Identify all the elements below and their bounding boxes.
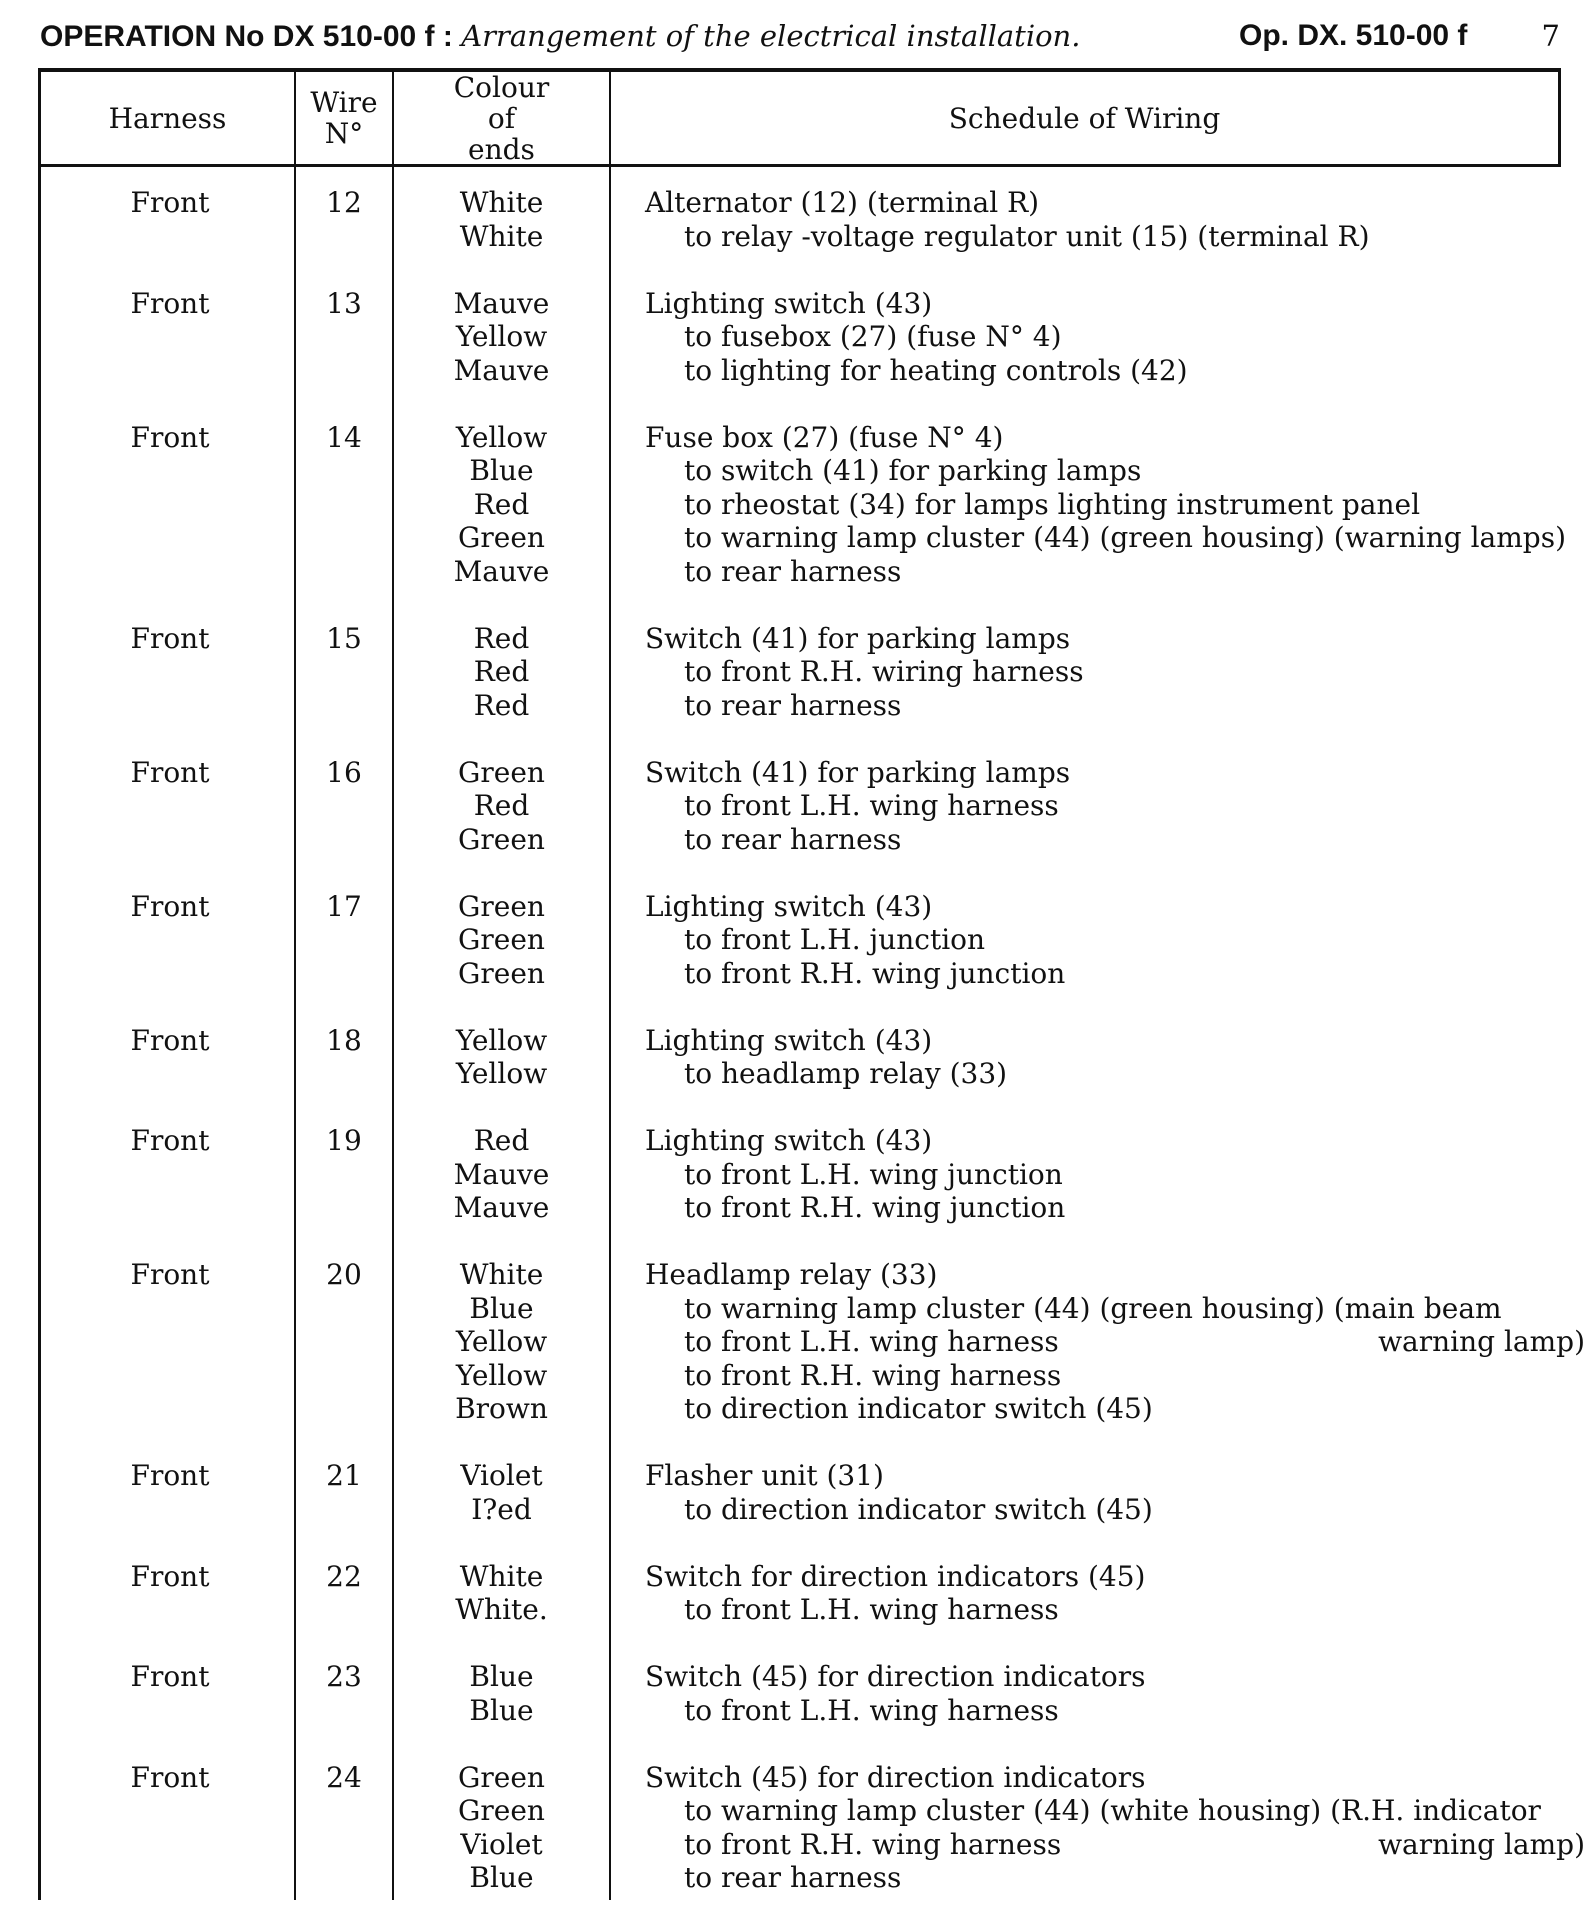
wire-number-cell: 22: [326, 1559, 362, 1593]
harness-cell: Front: [130, 1023, 210, 1057]
schedule-text: to front R.H. wing harness: [684, 1827, 1062, 1861]
table-row: [41, 1258, 1585, 1426]
schedule-text: Lighting switch (43): [645, 286, 933, 320]
table-row: [41, 622, 1561, 723]
schedule-text: to relay -voltage regulator unit (15) (terminal R): [684, 219, 1370, 253]
wire-number-cell: 18: [326, 1023, 362, 1057]
harness-cell: Front: [130, 1760, 210, 1794]
harness-cell: Front: [130, 186, 210, 219]
wire-number-cell: 23: [326, 1660, 362, 1693]
harness-cell: Front: [130, 1660, 210, 1693]
harness-cell: Front: [130, 755, 210, 789]
schedule-text: to warning lamp cluster (44) (white housing) (R.H. indicator: [684, 1794, 1541, 1827]
schedule-text: to rear harness: [684, 688, 902, 722]
wire-number-cell: 15: [326, 621, 362, 655]
schedule-source: [645, 1660, 1585, 1694]
colour-cell: [394, 421, 609, 589]
colour-of-end: White: [459, 219, 544, 253]
schedule-text: to front L.H. wing harness: [684, 1693, 1059, 1727]
colour-cell: [394, 1761, 609, 1895]
schedule-destination: [645, 521, 1585, 555]
schedule-text: Switch (41) for parking lamps: [645, 755, 1071, 789]
schedule-cell: [645, 1258, 1585, 1426]
colour-of-end: Green: [458, 755, 545, 789]
table-right-border: [1558, 68, 1561, 167]
column-header-schedule-label: Schedule of Wiring: [948, 101, 1221, 135]
colour-of-end: Blue: [469, 454, 534, 487]
wire-number-cell: 17: [326, 889, 362, 923]
column-header-colour: [394, 72, 609, 164]
colour-of-end: Blue: [469, 1291, 534, 1325]
schedule-text: to rheostat (34) for lamps lighting instrument panel: [684, 487, 1421, 521]
schedule-destination: [645, 320, 1585, 354]
colour-of-end: Green: [458, 1794, 545, 1827]
schedule-destination: [645, 1593, 1585, 1627]
operation-subtitle: Arrangement of the electrical installation.: [461, 19, 1081, 53]
harness-cell: Front: [130, 1459, 210, 1492]
colour-cell: [394, 756, 609, 857]
colour-cell: [394, 1459, 609, 1526]
colour-of-end: Green: [458, 889, 545, 923]
schedule-text: to headlamp relay (33): [684, 1057, 1008, 1090]
schedule-destination: [645, 488, 1585, 522]
colour-of-end: Red: [473, 1124, 530, 1157]
schedule-cell: [645, 1560, 1585, 1627]
schedule-text: to direction indicator switch (45): [684, 1492, 1153, 1526]
colour-of-end: Yellow: [455, 420, 548, 454]
schedule-destination: [645, 354, 1585, 388]
table-row: [41, 287, 1561, 388]
harness-cell: Front: [130, 1258, 210, 1291]
schedule-text: to front R.H. wing junction: [684, 956, 1066, 990]
colour-of-end: Blue: [469, 1693, 534, 1727]
colour-of-end: White.: [455, 1593, 548, 1626]
schedule-text: to fusebox (27) (fuse N° 4): [684, 320, 1062, 353]
table-row: [41, 420, 1567, 589]
schedule-destination: [645, 220, 1585, 254]
table-row: [41, 1459, 1561, 1526]
colour-of-end: Red: [473, 621, 530, 655]
table-header-rule: [40, 164, 1560, 167]
colour-cell: [394, 1024, 609, 1091]
schedule-cell: [645, 1660, 1585, 1727]
column-header-schedule: [611, 72, 1558, 164]
schedule-text: to warning lamp cluster (44) (green housing) (main beam: [684, 1291, 1502, 1325]
schedule-text: to rear harness: [684, 554, 902, 588]
harness-cell: Front: [130, 1559, 210, 1593]
colour-of-end: White: [459, 186, 544, 219]
schedule-text: Lighting switch (43): [645, 1023, 933, 1057]
column-header-wire-line2: N°: [324, 117, 364, 150]
schedule-destination: [645, 1191, 1585, 1225]
wire-number-cell: 12: [326, 186, 362, 219]
schedule-destination: [645, 1493, 1585, 1527]
schedule-source: [645, 1459, 1585, 1493]
schedule-text: to rear harness: [684, 822, 902, 856]
schedule-cell: [645, 1459, 1585, 1526]
harness-cell: Front: [130, 621, 210, 655]
page-number: 7: [1541, 19, 1560, 53]
wire-number-cell: 13: [326, 286, 362, 320]
colour-cell: [394, 622, 609, 723]
schedule-cell: [645, 1024, 1585, 1091]
colour-cell: [394, 1660, 609, 1727]
wire-number-cell: 24: [326, 1760, 362, 1794]
colour-of-end: Brown: [455, 1392, 548, 1425]
schedule-text: Lighting switch (43): [645, 889, 933, 923]
schedule-text: to switch (41) for parking lamps: [684, 454, 1142, 487]
column-header-colour-line1: Colour: [453, 70, 550, 104]
column-header-harness: [41, 72, 294, 164]
schedule-source: [645, 1560, 1585, 1594]
operation-number: OPERATION No DX 510-00 f :: [40, 20, 453, 53]
schedule-destination: [645, 923, 1585, 957]
colour-of-end: Yellow: [455, 320, 548, 353]
wire-number-cell: 16: [326, 755, 362, 789]
schedule-destination: [645, 689, 1585, 723]
colour-of-end: I?ed: [471, 1492, 532, 1526]
colour-of-end: Blue: [469, 1660, 534, 1693]
table-row: [41, 890, 1561, 991]
schedule-destination: [645, 1292, 1585, 1326]
schedule-source: [645, 756, 1585, 790]
colour-of-end: Violet: [460, 1827, 543, 1861]
colour-of-end: Yellow: [455, 1023, 548, 1057]
wire-number-cell: 21: [326, 1459, 362, 1492]
table-row: [41, 1124, 1561, 1225]
table-row: [41, 1024, 1561, 1091]
schedule-destination: [645, 1057, 1585, 1091]
schedule-source: [645, 287, 1585, 321]
schedule-source: [645, 186, 1585, 220]
table-row: [41, 186, 1561, 253]
colour-of-end: Mauve: [453, 353, 550, 387]
schedule-text: to front L.H. wing junction: [684, 1157, 1063, 1191]
schedule-destination: [645, 1794, 1585, 1828]
schedule-source: [645, 1258, 1585, 1292]
colour-of-end: Yellow: [455, 1358, 548, 1392]
schedule-destination: [645, 1325, 1585, 1359]
schedule-destination: [645, 1359, 1585, 1393]
schedule-text: Switch (45) for direction indicators: [645, 1660, 1146, 1693]
colour-of-end: Yellow: [455, 1325, 548, 1358]
schedule-source: [645, 1761, 1585, 1795]
colour-cell: [394, 287, 609, 388]
schedule-text: Switch (45) for direction indicators: [645, 1760, 1146, 1794]
schedule-text: Switch (41) for parking lamps: [645, 621, 1071, 655]
harness-cell: Front: [130, 889, 210, 923]
colour-of-end: Mauve: [453, 554, 550, 588]
schedule-destination: [645, 1158, 1585, 1192]
schedule-destination: [645, 454, 1585, 488]
colour-of-end: Green: [458, 923, 545, 956]
schedule-cell: [645, 421, 1585, 589]
schedule-destination: [645, 789, 1585, 823]
colour-of-end: White: [459, 1258, 544, 1291]
colour-of-end: White: [459, 1559, 544, 1593]
colour-of-end: Green: [458, 956, 545, 990]
column-header-wire-line1: Wire: [310, 86, 378, 119]
colour-of-end: Green: [458, 521, 545, 554]
schedule-cell: [645, 287, 1585, 388]
schedule-text: Switch for direction indicators (45): [645, 1559, 1146, 1593]
schedule-cell: [645, 622, 1585, 723]
schedule-cell: [645, 1124, 1585, 1225]
colour-of-end: Mauve: [453, 286, 550, 320]
colour-cell: [394, 1124, 609, 1225]
schedule-source: [645, 421, 1585, 455]
table-row: [41, 1560, 1561, 1627]
schedule-text: to direction indicator switch (45): [684, 1392, 1153, 1425]
wire-number-cell: 19: [326, 1124, 362, 1157]
schedule-destination: [645, 1694, 1585, 1728]
schedule-text: to warning lamp cluster (44) (green housing) (warning lamps): [684, 521, 1567, 554]
colour-of-end: Green: [458, 822, 545, 856]
colour-of-end: Red: [473, 789, 530, 822]
column-header-wire: [296, 72, 392, 164]
colour-of-end: Blue: [469, 1861, 534, 1894]
schedule-cell: [645, 1761, 1585, 1895]
schedule-text: Alternator (12) (terminal R): [645, 186, 1040, 219]
schedule-text: Lighting switch (43): [645, 1124, 933, 1157]
schedule-source: [645, 1124, 1585, 1158]
wire-number-cell: 14: [326, 420, 362, 454]
schedule-text: Fuse box (27) (fuse N° 4): [645, 420, 1004, 454]
table-row: [41, 756, 1561, 857]
colour-of-end: Red: [473, 487, 530, 521]
column-header-colour-line3: ends: [468, 132, 535, 166]
colour-of-end: Mauve: [453, 1191, 550, 1224]
schedule-destination: [645, 1861, 1585, 1895]
schedule-text: to front L.H. wing harness: [684, 1593, 1059, 1626]
schedule-source: [645, 622, 1585, 656]
colour-of-end: Green: [458, 1760, 545, 1794]
schedule-text: to front R.H. wing harness: [684, 1358, 1062, 1392]
schedule-text: to lighting for heating controls (42): [684, 353, 1188, 387]
schedule-text: to rear harness: [684, 1861, 902, 1894]
wire-number-cell: 20: [326, 1258, 362, 1291]
table-row: [41, 1760, 1585, 1895]
schedule-text: Headlamp relay (33): [645, 1258, 938, 1291]
colour-cell: [394, 1560, 609, 1627]
schedule-cell: [645, 186, 1585, 253]
colour-cell: [394, 1258, 609, 1426]
harness-cell: Front: [130, 1124, 210, 1157]
schedule-destination: [645, 823, 1585, 857]
harness-cell: Front: [130, 420, 210, 454]
schedule-text: to front R.H. wiring harness: [684, 655, 1084, 688]
schedule-destination: [645, 655, 1585, 689]
table-row: [41, 1660, 1561, 1727]
schedule-text: to front L.H. wing harness: [684, 1325, 1059, 1358]
colour-of-end: Yellow: [455, 1057, 548, 1090]
schedule-text: Flasher unit (31): [645, 1459, 884, 1492]
schedule-continuation: warning lamp): [1378, 1827, 1585, 1861]
operation-reference: Op. DX. 510-00 f: [1239, 19, 1468, 52]
schedule-source: [645, 1024, 1585, 1058]
schedule-text: to front L.H. wing harness: [684, 789, 1059, 822]
column-header-harness-label: Harness: [108, 101, 227, 135]
colour-of-end: Red: [473, 688, 530, 722]
colour-cell: [394, 186, 609, 253]
schedule-text: to front L.H. junction: [684, 923, 986, 956]
operation-title: [40, 14, 1080, 59]
schedule-destination: [645, 957, 1585, 991]
schedule-destination: [645, 555, 1585, 589]
schedule-destination: [645, 1392, 1585, 1426]
schedule-destination: [645, 1828, 1585, 1862]
schedule-continuation: warning lamp): [1378, 1325, 1585, 1358]
colour-of-end: Mauve: [453, 1157, 550, 1191]
page-header: [40, 14, 1560, 58]
schedule-source: [645, 890, 1585, 924]
colour-cell: [394, 890, 609, 991]
harness-cell: Front: [130, 286, 210, 320]
wiring-table-body: [41, 186, 1585, 1928]
column-header-colour-line2: of: [487, 101, 516, 135]
schedule-text: to front R.H. wing junction: [684, 1191, 1066, 1224]
colour-of-end: Violet: [460, 1459, 543, 1492]
schedule-cell: [645, 890, 1585, 991]
schedule-cell: [645, 756, 1585, 857]
colour-of-end: Red: [473, 655, 530, 688]
